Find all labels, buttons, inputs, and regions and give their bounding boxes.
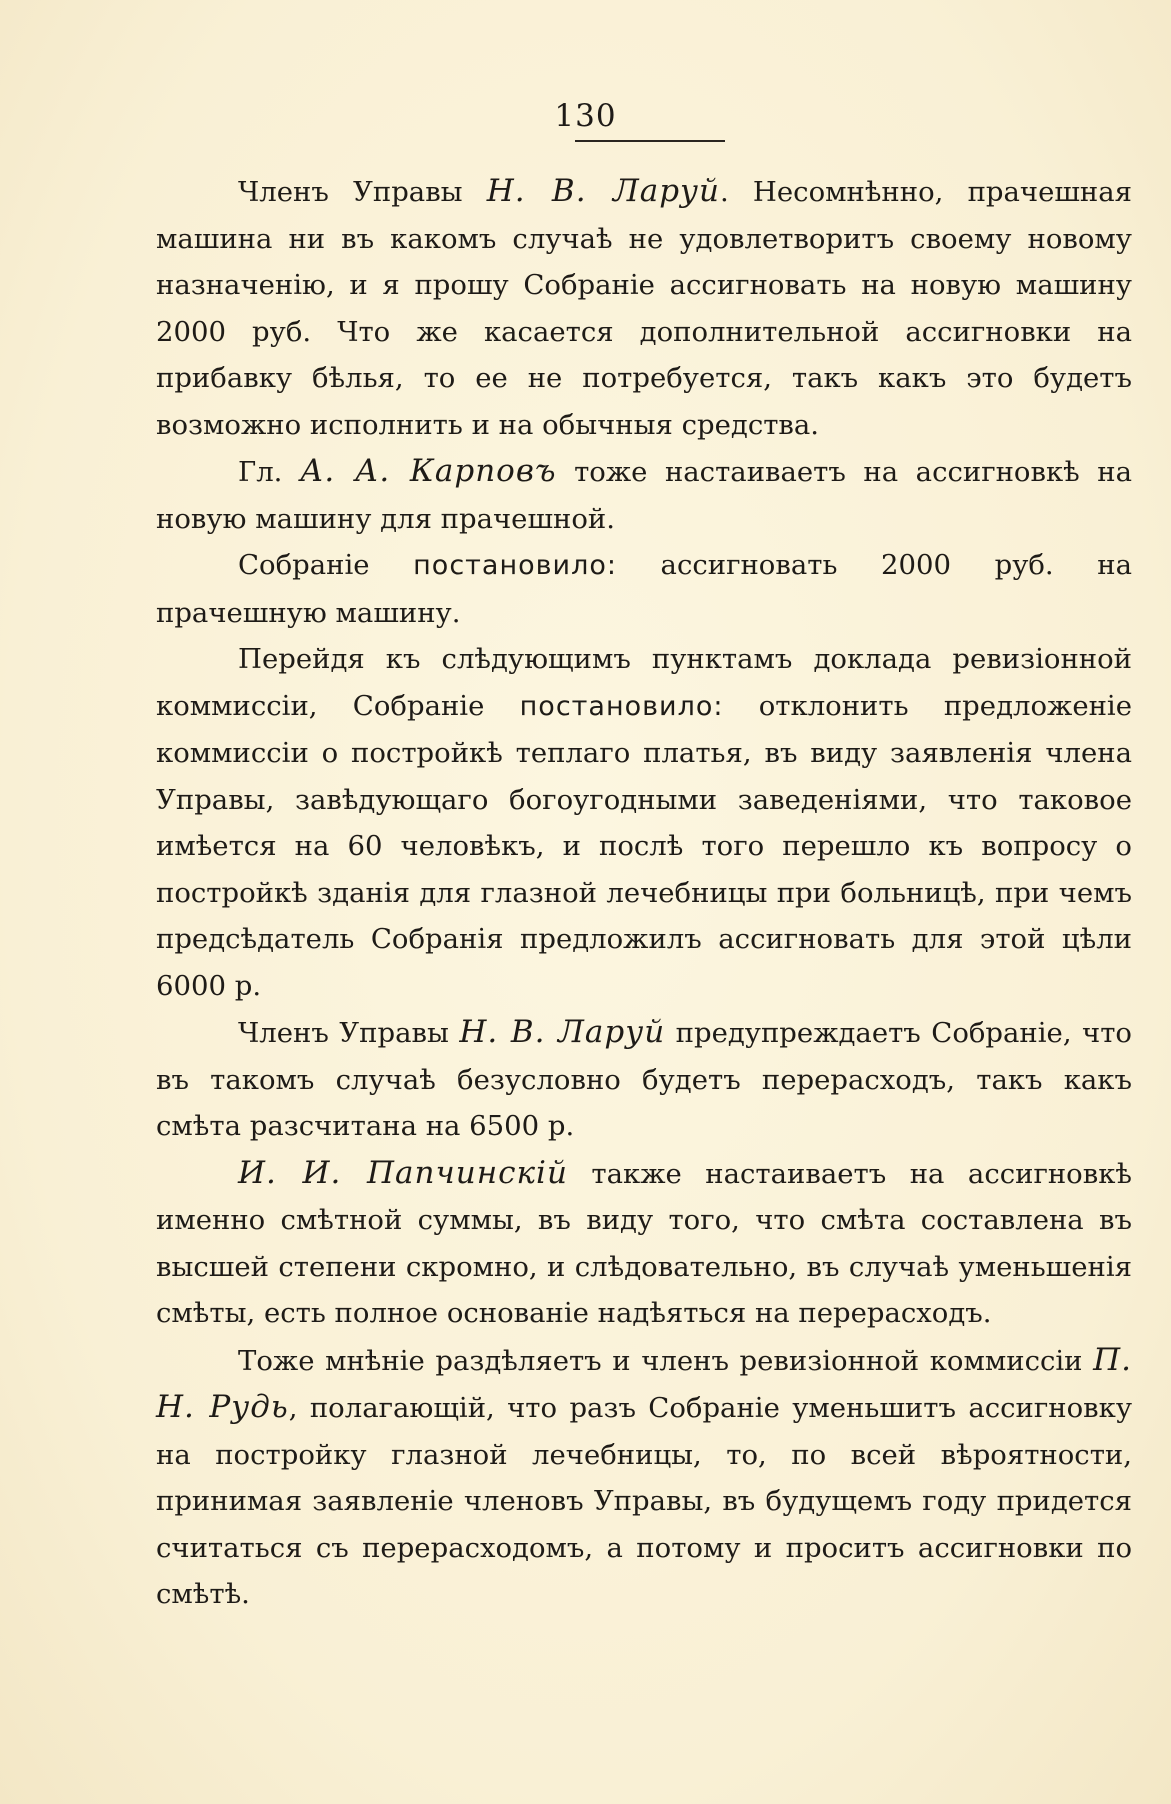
text-run: отклонить предложеніе коммиссіи о постройкѣ теплаго платья, въ виду заявленія члена Управы, завѣдующаго богоугодными заведеніями, что таковое имѣется на 60 человѣкъ, и послѣ того перешло къ вопросу о постройкѣ зданія для глазной лечебницы при больницѣ, при чемъ предсѣдатель Собранія предложилъ ассигновать для этой цѣли 6000 р. xyxy=(156,689,1132,1002)
paragraph-2 xyxy=(156,448,1132,542)
text-run: предупреждаетъ Собраніе, что въ такомъ случаѣ безусловно будетъ перерасходъ, такъ какъ смѣта разсчитана на 6500 р. xyxy=(156,1017,1132,1142)
paragraph-3 xyxy=(156,542,1132,636)
page-number: 130 xyxy=(554,98,617,134)
decree-word: постановило: xyxy=(519,690,724,722)
text-run: Собраніе xyxy=(238,549,414,581)
paragraph-7 xyxy=(156,1337,1132,1618)
text-run: Перейдя къ слѣдующимъ пунктамъ доклада ревизіонной коммиссіи, Собраніе xyxy=(156,643,1132,722)
speaker-name: Н. В. Ларуй xyxy=(459,1014,666,1050)
speaker-name: П. Н. Рудь xyxy=(156,1341,1132,1425)
text-run: , полагающій, что разъ Собраніе уменьшитъ ассигновку на постройку глазной лечебницы, то, по всей вѣроятности, принимая заявленіе членовъ Управы, въ будущемъ году придется считаться съ перерасходомъ, а потому и проситъ ассигновки по смѣтѣ. xyxy=(156,1392,1132,1610)
decree-word: постановило: xyxy=(413,550,617,581)
text-run: также настаиваетъ на ассигновкѣ именно смѣтной суммы, въ виду того, что смѣта составлена въ высшей степени скромно, и слѣдовательно, въ случаѣ уменьшенія смѣты, есть полное основаніе надѣяться на перерасходъ. xyxy=(156,1157,1132,1329)
paragraph-4 xyxy=(156,636,1132,1009)
paragraph-6 xyxy=(156,1150,1132,1337)
text-run: Гл. xyxy=(238,456,300,488)
text-run: Членъ Управы xyxy=(238,1017,460,1049)
text-run: . Несомнѣнно, прачешная машина ни въ какомъ случаѣ не удовлетворитъ своему новому назначенію, и я прошу Собраніе ассигновать на новую машину 2000 руб. Что же касается дополнительной ассигновки на прибавку бѣлья, то ее не потребуется, такъ какъ это будетъ возможно исполнить и на обычныя средства. xyxy=(156,176,1132,441)
speaker-name: И. И. Папчинскій xyxy=(238,1154,568,1191)
paragraph-5 xyxy=(156,1009,1132,1150)
paragraph-1 xyxy=(156,168,1132,448)
body-text xyxy=(156,168,1132,1618)
speaker-name: Н. В. Ларуй xyxy=(486,173,720,209)
speaker-name: А. А. Карповъ xyxy=(299,453,557,489)
text-run: Членъ Управы xyxy=(238,176,487,208)
header-rule xyxy=(575,140,725,142)
text-run: ассигновать 2000 руб. на прачешную машину. xyxy=(156,549,1132,629)
text-run: Тоже мнѣніе раздѣляетъ и членъ ревизіонной коммиссіи xyxy=(238,1344,1094,1377)
text-run: тоже настаиваетъ на ассигновкѣ на новую машину для прачешной. xyxy=(156,456,1132,535)
